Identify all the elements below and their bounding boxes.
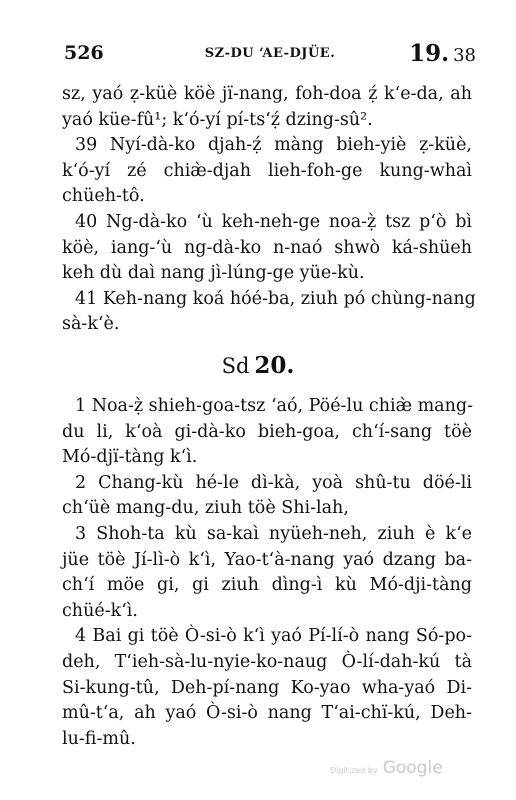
verse-line: 40 Ng-dà-ko ‘ù keh-neh-ge noa-ẓ̀ tsz p‘ò bì (75, 211, 472, 232)
text-line: deh, T‘ieh-sà-lu-nyie-ko-naug Ò-lí-dah-kú tà (62, 651, 472, 672)
chapter-heading-number: 20. (254, 352, 295, 379)
text-line: lu-fi-mû. (62, 728, 136, 749)
text-line: Si-kung-tû, Deh-pí-nang Ko-yao wha-yaó Di- (62, 677, 472, 698)
text-line: sà-k‘è. (62, 314, 120, 335)
text-line: chüeh-tô. (62, 186, 145, 207)
text-line: keh dù daì nang jì-lúng-ge yüe-kù. (62, 263, 365, 284)
verse-line: 4 Bai gi töè Ò-si-ò k‘ì yaó Pí-lí-ò nang Só-po- (75, 626, 472, 647)
running-title: SZ-DU ‘AE-DJÜE. (204, 46, 336, 61)
text-line: jüe töè Jí-lì-ò k‘ì, Yao-t‘à-nang yaó dzang ba- (62, 549, 472, 570)
chapter-heading-label: Sd (221, 354, 250, 378)
verse-line: 3 Shoh-ta kù sa-kaì nyüeh-neh, ziuh è k‘e (75, 523, 472, 544)
verse-line: 2 Chang-kù hé-le dì-kà, yoà shû-tu döé-li (75, 472, 472, 493)
verse-line: 1 Noa-ẓ̀ shieh-goa-tsz ‘aó, Pöé-lu chiæ̀ mang- (75, 396, 473, 416)
text-line: sz, yaó ẓ-küè köè jï-nang, foh-doa ẓ́ k‘e-da, ah (62, 84, 472, 104)
verse-line: 39 Nyí-dà-ko djah-ẓ́ màng bieh-yiè ẓ-küè, (75, 135, 472, 156)
chapter-heading (0, 352, 516, 379)
text-line: ch‘üè mang-du, ziuh töè Shi-lah, (62, 498, 349, 519)
text-line: k‘ó-yí zé chiæ̀-djah lieh-foh-ge kung-whaì (62, 160, 472, 181)
text-line: Mó-djï-tàng k‘ì. (62, 447, 198, 468)
text-block-chapter-20 (62, 394, 472, 752)
verse-line: 41 Keh-nang koá hóé-ba, ziuh pó chùng-nang (75, 288, 476, 309)
text-block-continuation (62, 82, 476, 338)
text-line: du li, k‘oà gi-dà-ko bieh-goa, ch‘í-sang töè (62, 421, 472, 442)
verse-number: 38 (453, 45, 476, 66)
google-wordmark: Google (382, 758, 443, 778)
digitized-by-label: Digitized by (330, 766, 378, 775)
page-header (64, 40, 476, 70)
text-line: chüé-k‘ì. (62, 600, 138, 621)
digitization-watermark (330, 758, 443, 778)
text-line: yaó küe-fû¹; k‘ó-yí pí-ts‘ẓ́ dzing-sû². (62, 109, 373, 130)
chapter-number: 19. (409, 40, 450, 67)
text-line: mû-t‘a, ah yaó Ò-si-ò nang T‘ai-chï-kú, Deh- (62, 703, 472, 724)
text-line: ch‘í möe gi, gi ziuh dìng-ì kù Mó-dji-tàng (62, 575, 472, 596)
text-line: köè, iang-‘ù ng-dà-ko n-naó shwò ká-shüeh (62, 237, 472, 258)
chapter-verse-reference (409, 40, 476, 67)
page-number: 526 (64, 42, 104, 64)
